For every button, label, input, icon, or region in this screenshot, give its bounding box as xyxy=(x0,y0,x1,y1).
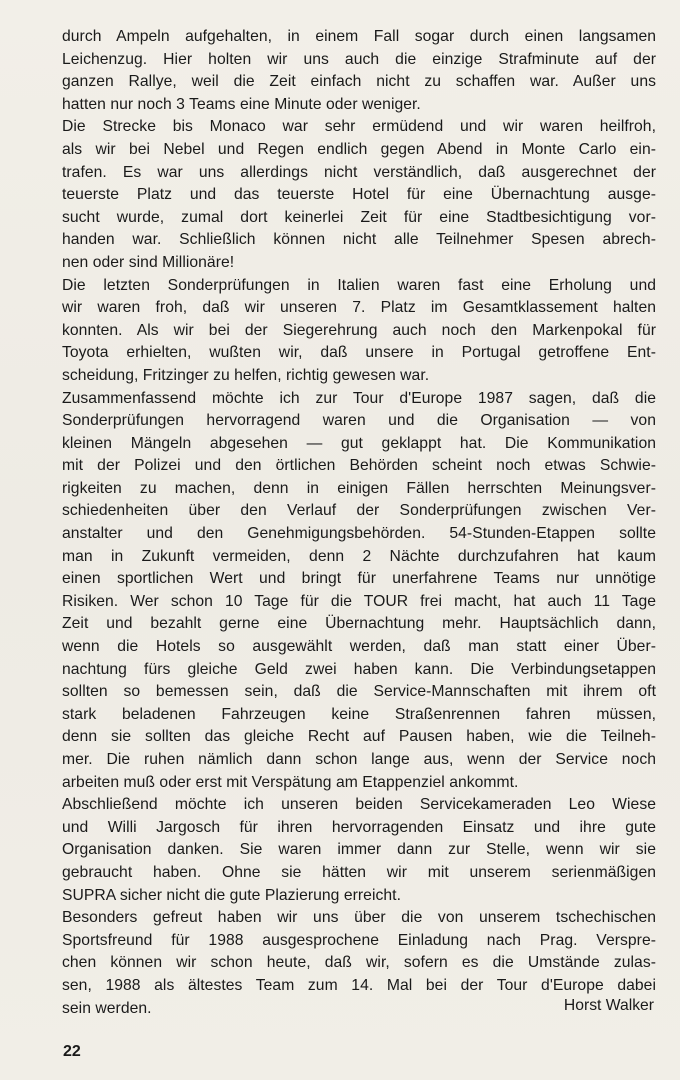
page-number: 22 xyxy=(63,1043,81,1060)
text-line: nen oder sind Millionäre! xyxy=(62,253,235,271)
text-line: Leichenzug. Hier holten wir uns auch die einzige Strafminute auf der xyxy=(62,50,656,68)
text-line: trafen. Es war uns allerdings nicht verständlich, daß ausgerechnet der xyxy=(62,163,656,181)
text-line: nachtung fürs gleiche Geld zwei haben kann. Die Verbindungsetappen xyxy=(62,660,656,678)
text-line: schiedenheiten über den Verlauf der Sonderprüfungen zwischen Ver- xyxy=(62,502,656,520)
text-line: Abschließend möchte ich unseren beiden Servicekameraden Leo Wiese xyxy=(62,796,656,814)
text-line: durch Ampeln aufgehalten, in einem Fall sogar durch einen langsamen xyxy=(62,28,656,45)
text-line: Toyota erhielten, wußten wir, daß unsere in Portugal getroffene Ent- xyxy=(62,344,656,362)
paragraph xyxy=(62,388,656,795)
text-line: kleinen Mängeln abgesehen — gut geklappt hat. Die Kommunikation xyxy=(62,434,656,452)
author-signature: Horst Walker xyxy=(563,997,654,1014)
text-line: handen war. Schließlich können nicht alle Teilnehmer Spesen abrech- xyxy=(62,231,656,249)
text-line: Die letzten Sonderprüfungen in Italien waren fast eine Erholung und xyxy=(62,276,656,294)
text-line: Sonderprüfungen hervorragend waren und die Organisation — von xyxy=(62,412,656,430)
text-line: anstalter und den Genehmigungsbehörden. 54-Stunden-Etappen sollte xyxy=(62,525,656,543)
text-line: arbeiten muß oder erst mit Verspätung am Etappenziel ankommt. xyxy=(62,773,519,791)
text-line: sucht wurde, zumal dort keinerlei Zeit für eine Stadtbesichtigung vor- xyxy=(62,208,656,226)
paragraph xyxy=(62,116,656,274)
text-line: sollten so bemessen sein, daß die Service-Mannschaften mit ihrem oft xyxy=(62,683,656,701)
text-line: mer. Die ruhen nämlich dann schon lange aus, wenn der Service noch xyxy=(62,751,656,768)
text-line: chen können wir schon heute, daß wir, sofern es die Umstände zulas- xyxy=(62,954,656,972)
text-line: Risiken. Wer schon 10 Tage für die TOUR frei macht, hat auch 11 Tage xyxy=(62,592,656,610)
text-line: Organisation danken. Sie waren immer dann zur Stelle, wenn wir sie xyxy=(62,841,656,859)
text-line: Zeit und bezahlt gerne eine Übernachtung mehr. Hauptsächlich dann, xyxy=(62,615,656,633)
text-line: scheidung, Fritzinger zu helfen, richtig gewesen war. xyxy=(62,366,430,384)
text-line: gebraucht haben. Ohne sie hätten wir mit unserem serienmäßigen xyxy=(62,863,656,881)
text-line: ganzen Rallye, weil die Zeit einfach nicht zu schaffen war. Außer uns xyxy=(62,73,656,91)
text-line: Zusammenfassend möchte ich zur Tour d'Europe 1987 sagen, daß die xyxy=(62,389,656,407)
paragraph xyxy=(62,26,656,116)
text-line: rigkeiten zu machen, denn in einigen Fällen herrschten Meinungsver- xyxy=(62,479,656,497)
paragraph xyxy=(62,275,656,388)
text-line: Die Strecke bis Monaco war sehr ermüdend und wir waren heilfroh, xyxy=(62,118,656,136)
text-line: SUPRA sicher nicht die gute Plazierung erreicht. xyxy=(62,886,401,904)
text-line: mit der Polizei und den örtlichen Behörden scheint noch etwas Schwie- xyxy=(62,457,656,475)
text-line: einen sportlichen Wert und bringt für unerfahrene Teams nur unnötige xyxy=(62,570,656,588)
body-text xyxy=(62,26,656,1020)
text-line: als wir bei Nebel und Regen endlich gegen Abend in Monte Carlo ein- xyxy=(62,140,656,158)
text-line: sen, 1988 als ältestes Team zum 14. Mal bei der Tour d'Europe dabei xyxy=(62,976,656,994)
text-line: wir waren froh, daß wir unseren 7. Platz im Gesamtklassement halten xyxy=(62,299,656,317)
paragraph xyxy=(62,794,656,907)
text-line: sein werden. xyxy=(62,999,152,1017)
text-line: konnten. Als wir bei der Siegerehrung auch noch den Markenpokal für xyxy=(62,321,656,339)
text-line: Sportsfreund für 1988 ausgesprochene Einladung nach Prag. Verspre- xyxy=(62,931,656,949)
text-line: man in Zukunft vermeiden, denn 2 Nächte durchzufahren hat kaum xyxy=(62,547,656,565)
text-line: denn sie sollten das gleiche Recht auf Pausen haben, wie die Teilneh- xyxy=(62,728,656,746)
text-line: teuerste Platz und das teuerste Hotel für eine Übernachtung ausge- xyxy=(62,186,656,204)
text-line: und Willi Jargosch für ihren hervorragenden Einsatz und ihre gute xyxy=(62,818,656,836)
text-line: Besonders gefreut haben wir uns über die von unserem tschechischen xyxy=(62,909,656,927)
text-line: stark beladenen Fahrzeugen keine Straßenrennen fahren müssen, xyxy=(62,705,656,723)
text-line: hatten nur noch 3 Teams eine Minute oder weniger. xyxy=(62,95,421,113)
text-line: wenn die Hotels so ausgewählt werden, daß man statt einer Über- xyxy=(62,638,656,656)
